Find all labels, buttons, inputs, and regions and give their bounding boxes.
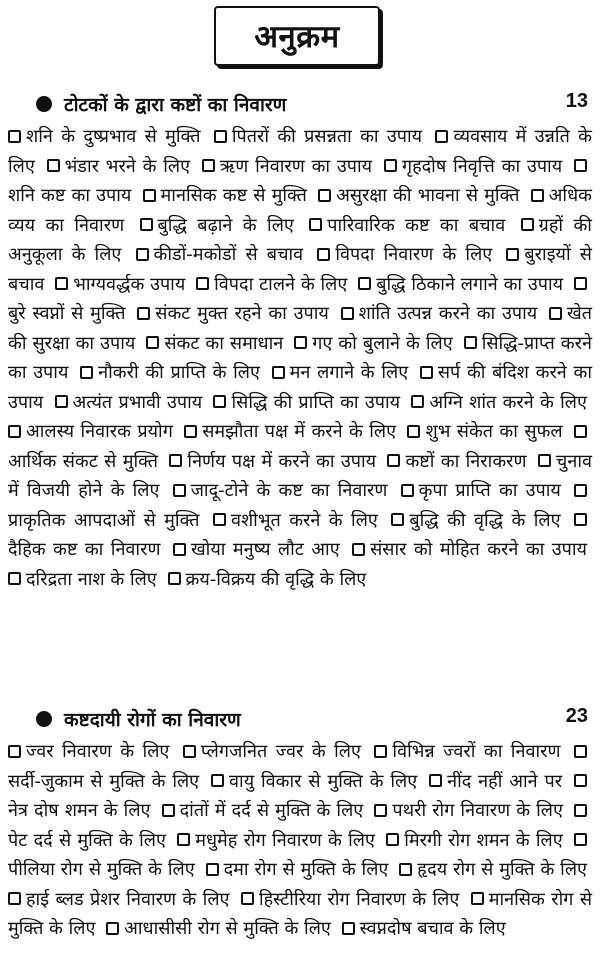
toc-item-list xyxy=(8,122,592,594)
toc-item-label: भाग्यवर्द्धक उपाय xyxy=(73,273,186,295)
toc-item xyxy=(80,362,265,383)
square-bullet-icon xyxy=(214,130,227,143)
bullet-icon xyxy=(36,711,52,727)
square-bullet-icon xyxy=(574,774,587,787)
toc-item xyxy=(294,333,457,354)
square-bullet-icon xyxy=(374,804,387,817)
toc-item-label: सर्प की बंदिश करने का उपाय xyxy=(8,362,592,413)
square-bullet-icon xyxy=(574,484,587,497)
toc-item xyxy=(8,421,178,442)
square-bullet-icon xyxy=(196,277,209,290)
toc-item-label: कृपा प्राप्ति का उपाय xyxy=(418,480,561,501)
toc-item xyxy=(213,392,405,413)
toc-item xyxy=(411,392,592,413)
toc-item-label: भंडार भरने के लिए xyxy=(64,155,191,177)
toc-item-label: खोया मनुष्य लौट आए xyxy=(190,539,340,560)
toc-item xyxy=(399,859,592,880)
square-bullet-icon xyxy=(162,804,175,817)
toc-item xyxy=(318,185,524,206)
square-bullet-icon xyxy=(574,425,587,438)
toc-item xyxy=(202,156,377,177)
toc-item xyxy=(196,274,352,295)
square-bullet-icon xyxy=(429,774,442,787)
square-bullet-icon xyxy=(146,336,159,349)
toc-item-label: विपदा निवारण के लिए xyxy=(335,244,493,265)
square-bullet-icon xyxy=(538,454,551,467)
square-bullet-icon xyxy=(143,189,156,202)
square-bullet-icon xyxy=(136,248,149,261)
square-bullet-icon xyxy=(342,922,355,935)
square-bullet-icon xyxy=(8,425,21,438)
square-bullet-icon xyxy=(531,189,544,202)
square-bullet-icon xyxy=(206,863,219,876)
toc-item xyxy=(241,889,464,910)
toc-item-label: पेट दर्द से मुक्ति के लिए xyxy=(8,829,166,851)
toc-item-label: नींद नहीं आने पर xyxy=(447,770,563,792)
square-bullet-icon xyxy=(574,159,587,172)
toc-item xyxy=(8,569,162,590)
toc-item xyxy=(8,741,174,762)
square-bullet-icon xyxy=(177,833,190,846)
toc-item-label: शनि के दुष्प्रभाव से मुक्ति xyxy=(26,126,201,147)
toc-section xyxy=(8,703,592,944)
toc-item-label: व्यवसाय में उन्नति के लिए xyxy=(8,126,592,177)
toc-item-label: समझौता पक्ष में करने के लिए xyxy=(202,421,397,442)
square-bullet-icon xyxy=(168,572,181,585)
square-bullet-icon xyxy=(140,218,153,231)
square-bullet-icon xyxy=(173,543,186,556)
square-bullet-icon xyxy=(294,336,307,349)
square-bullet-icon xyxy=(358,277,371,290)
toc-item-label: अत्यंत प्रभावी उपाय xyxy=(72,391,203,413)
toc-item-label: बुराइयों से बचाव xyxy=(8,244,592,295)
square-bullet-icon xyxy=(184,425,197,438)
toc-item xyxy=(206,859,394,880)
square-bullet-icon xyxy=(411,395,424,408)
square-bullet-icon xyxy=(341,307,354,320)
square-bullet-icon xyxy=(80,366,93,379)
toc-item-label: सिद्धि-प्राप्त करने का उपाय xyxy=(8,332,592,383)
toc-item xyxy=(177,830,380,851)
toc-item-label: आलस्य निवारक प्रयोग xyxy=(26,421,173,442)
toc-item-label: बुद्धि बढ़ाने के लिए xyxy=(157,214,294,236)
toc-item xyxy=(137,303,334,324)
square-bullet-icon xyxy=(55,277,68,290)
toc-item xyxy=(407,421,567,442)
toc-item xyxy=(213,510,383,531)
toc-item xyxy=(173,539,345,560)
square-bullet-icon xyxy=(183,745,196,758)
toc-item xyxy=(47,156,195,177)
toc-item-label: सिद्धि की प्राप्ति का उपाय xyxy=(231,391,401,413)
toc-item-label: आर्थिक संकट से मुक्ति xyxy=(8,450,159,472)
toc-item xyxy=(136,244,309,265)
toc-item xyxy=(429,771,567,792)
square-bullet-icon xyxy=(169,454,182,467)
toc-item xyxy=(55,392,208,413)
toc-item-label: चुनाव में विजयी होने के लिए xyxy=(8,450,592,501)
toc-item-label: दैहिक कष्ट का निवारण xyxy=(8,539,161,560)
square-bullet-icon xyxy=(8,892,21,905)
toc-item-label: स्वप्नदोष बचाव के लिए xyxy=(359,918,506,939)
toc-item xyxy=(106,918,336,939)
page-title: अनुक्रम xyxy=(254,19,340,55)
toc-item-label: विपदा टालने के लिए xyxy=(214,273,348,295)
toc-item xyxy=(386,830,567,851)
square-bullet-icon xyxy=(202,159,215,172)
toc-section xyxy=(8,88,592,594)
toc-item xyxy=(358,274,568,295)
toc-item-label: बुद्धि ठिकाने लगाने का उपाय xyxy=(376,273,564,295)
square-bullet-icon xyxy=(407,425,420,438)
square-bullet-icon xyxy=(317,248,330,261)
toc-item-label: अग्नि शांत करने के लिए xyxy=(429,391,587,413)
page-title-box xyxy=(214,6,380,66)
square-bullet-icon xyxy=(549,307,562,320)
toc-item-label: नेत्र दोष शमन के लिए xyxy=(8,800,151,821)
square-bullet-icon xyxy=(309,218,322,231)
toc-item-label: मानसिक कष्ट से मुक्ति xyxy=(160,185,307,206)
toc-item-label: संकट मुक्त रहने का उपाय xyxy=(155,303,329,324)
toc-item-label: खेत की सुरक्षा का उपाय xyxy=(8,303,592,354)
square-bullet-icon xyxy=(55,395,68,408)
square-bullet-icon xyxy=(173,484,186,497)
toc-item-label: मिरगी रोग शमन के लिए xyxy=(404,829,563,851)
toc-item-label: निर्णय पक्ष में करने का उपाय xyxy=(187,450,377,472)
toc-item-label: शांति उत्पन्न करने का उपाय xyxy=(358,303,538,324)
toc-item xyxy=(173,480,393,501)
section-title: कष्टदायी रोगों का निवारण xyxy=(64,709,241,731)
toc-item xyxy=(55,274,190,295)
toc-item xyxy=(168,569,372,590)
toc-item-label: असुरक्षा की भावना से मुक्ति xyxy=(336,185,520,206)
toc-item-label: वायु विकार से मुक्ति के लिए xyxy=(229,770,418,792)
square-bullet-icon xyxy=(8,572,21,585)
square-bullet-icon xyxy=(391,513,404,526)
toc-item-label: पथरी रोग निवारण के लिए xyxy=(392,800,563,821)
toc-item-label: विभिन्न ज्वरों का निवारण xyxy=(392,741,561,762)
square-bullet-icon xyxy=(506,248,519,261)
toc-item-label: बुद्धि की वृद्धि के लिए xyxy=(409,509,561,531)
square-bullet-icon xyxy=(401,484,414,497)
toc-item-label: क्रय-विक्रय की वृद्धि के लिए xyxy=(185,568,367,590)
square-bullet-icon xyxy=(47,159,60,172)
toc-item xyxy=(391,510,565,531)
toc-item-label: पारिवारिक कष्ट का बचाव xyxy=(327,214,506,236)
square-bullet-icon xyxy=(464,336,477,349)
toc-item-label: प्राकृतिक आपदाओं से मुक्ति xyxy=(8,509,200,531)
toc-item xyxy=(272,362,414,383)
square-bullet-icon xyxy=(8,745,21,758)
square-bullet-icon xyxy=(8,130,21,143)
toc-item xyxy=(309,215,510,236)
square-bullet-icon xyxy=(574,513,587,526)
square-bullet-icon xyxy=(106,922,119,935)
toc-item-label: वशीभूत करने के लिए xyxy=(230,509,378,531)
square-bullet-icon xyxy=(386,833,399,846)
toc-item-label: गए को बुलाने के लिए xyxy=(312,332,453,354)
section-header xyxy=(8,703,592,735)
toc-item-label: आधासीसी रोग से मुक्ति के लिए xyxy=(124,918,331,939)
toc-item-label: मन लगाने के लिए xyxy=(289,362,409,383)
section-title: टोटकों के द्वारा कष्टों का निवारण xyxy=(64,94,287,116)
toc-item xyxy=(352,539,592,560)
toc-item-label: सर्दी-जुकाम से मुक्ति के लिए xyxy=(8,770,200,792)
toc-item-label: ज्वर निवारण के लिए xyxy=(26,741,170,762)
square-bullet-icon xyxy=(471,892,484,905)
square-bullet-icon xyxy=(211,774,224,787)
square-bullet-icon xyxy=(213,395,226,408)
toc-item xyxy=(140,215,299,236)
square-bullet-icon xyxy=(574,833,587,846)
toc-item xyxy=(184,421,401,442)
square-bullet-icon xyxy=(352,543,365,556)
square-bullet-icon xyxy=(384,159,397,172)
toc-item-label: दरिद्रता नाश के लिए xyxy=(26,568,157,590)
toc-item-label: हृदय रोग से मुक्ति के लिए xyxy=(417,859,587,880)
toc-item-label: गृहदोष निवृत्ति का उपाय xyxy=(401,155,563,177)
square-bullet-icon xyxy=(435,130,448,143)
square-bullet-icon xyxy=(574,745,587,758)
square-bullet-icon xyxy=(574,804,587,817)
square-bullet-icon xyxy=(399,863,412,876)
section-header xyxy=(8,88,592,120)
toc-item xyxy=(374,800,568,821)
toc-item xyxy=(8,889,235,910)
square-bullet-icon xyxy=(420,366,433,379)
square-bullet-icon xyxy=(213,513,226,526)
toc-item xyxy=(146,333,288,354)
square-bullet-icon xyxy=(574,277,587,290)
toc-item-label: शुभ संकेत का सुफल xyxy=(425,421,563,442)
toc-item xyxy=(183,741,366,762)
square-bullet-icon xyxy=(318,189,331,202)
bullet-icon xyxy=(36,96,52,112)
toc-item-label: नौकरी की प्राप्ति के लिए xyxy=(98,362,260,383)
square-bullet-icon xyxy=(241,892,254,905)
square-bullet-icon xyxy=(272,366,285,379)
toc-item-label: ऋण निवारण का उपाय xyxy=(219,155,373,177)
toc-item-label: कीडों-मकोडों से बचाव xyxy=(153,244,304,265)
toc-item xyxy=(384,156,567,177)
toc-item xyxy=(211,771,422,792)
toc-item xyxy=(143,185,312,206)
toc-item-label: हाई ब्लड प्रेशर निवारण के लिए xyxy=(26,888,230,910)
toc-item-label: पितरों की प्रसन्नता का उपाय xyxy=(231,126,423,147)
toc-item-label: अधिक व्यय का निवारण xyxy=(8,185,592,236)
toc-item xyxy=(374,741,565,762)
toc-item-list xyxy=(8,737,592,944)
toc-item-label: हिस्टीरिया रोग निवारण के लिए xyxy=(258,888,460,910)
toc-item-label: दमा रोग से मुक्ति के लिए xyxy=(223,859,389,880)
square-bullet-icon xyxy=(374,745,387,758)
toc-item xyxy=(401,480,566,501)
toc-item xyxy=(317,244,497,265)
toc-item xyxy=(342,918,511,939)
section-page-number: 23 xyxy=(565,705,588,727)
toc-item xyxy=(341,303,543,324)
square-bullet-icon xyxy=(137,307,150,320)
section-page-number: 13 xyxy=(565,90,588,112)
square-bullet-icon xyxy=(387,454,400,467)
toc-item-label: संकट का समाधान xyxy=(164,332,284,354)
toc-item xyxy=(169,451,381,472)
toc-item-label: मानसिक रोग से मुक्ति के लिए xyxy=(8,888,592,939)
toc-item xyxy=(162,800,369,821)
toc-item-label: दांतों में दर्द से मुक्ति के लिए xyxy=(179,800,364,821)
toc-item-label: जादू-टोने के कष्ट का निवारण xyxy=(190,480,388,501)
toc-item-label: मधुमेह रोग निवारण के लिए xyxy=(195,829,375,851)
toc-item-label: ग्रहों की अनुकूला के लिए xyxy=(8,214,592,265)
toc-item-label: पीलिया रोग से मुक्ति के लिए xyxy=(8,859,195,880)
toc-item xyxy=(387,451,531,472)
toc-item-label: संसार को मोहित करने का उपाय xyxy=(370,539,587,560)
toc-item-label: शनि कष्ट का उपाय xyxy=(8,185,132,206)
toc-item-label: प्लेगजनित ज्वर के लिए xyxy=(200,741,361,762)
square-bullet-icon xyxy=(521,218,534,231)
toc-item-label: कष्टों का निराकरण xyxy=(405,450,527,472)
toc-item xyxy=(8,126,206,147)
toc-item-label: बुरे स्वप्नों से मुक्ति xyxy=(8,303,126,324)
toc-item xyxy=(214,126,427,147)
